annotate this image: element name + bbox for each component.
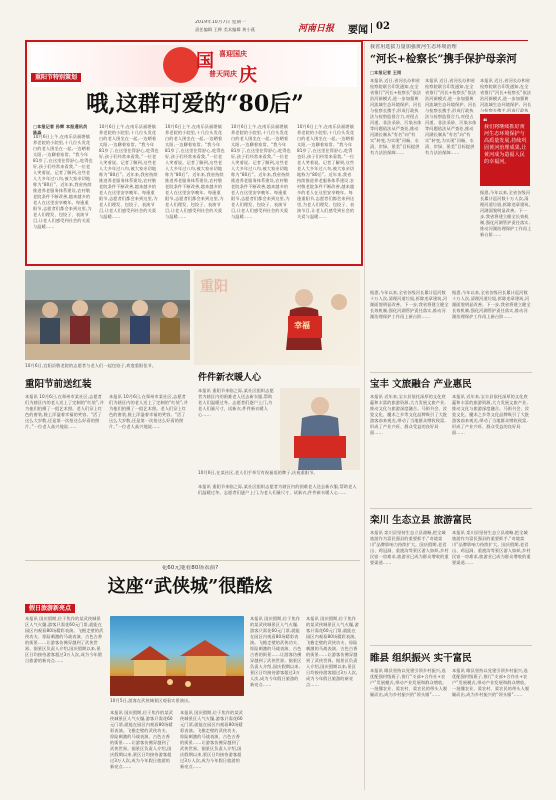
right-body-lower-col-2: 据悉,今年以来,全省各级河长累计巡河数十万人次,清理河道垃圾,拆除违章建筑,河湖面貌明显改善。下一步,我省将建立健全长效机制,强化河湖管护责任落实,推动河湖治理保护工作再上新台阶……	[452, 290, 531, 319]
quote-icon: ❝	[483, 117, 488, 126]
suixian-body-col-1: 本报讯 睢县坚持以党建引领乡村振兴,选优配强村级班子,推行“支部+合作社+农户”发展模式,带动产业发展和群众增收。一批懂农业、爱农村、爱农民的带头人脱颖而出,成为乡村振兴的“领头雁”……	[370, 668, 448, 697]
masthead-logo: 河南日报	[298, 24, 335, 34]
main-byline: □本报记者 孙辉 本报通讯员 陈淼	[33, 124, 88, 135]
masthead-date: 2019年10月7日 星期一	[195, 20, 246, 25]
right-quote-box	[480, 114, 530, 186]
wuxia-body-col-1: 本报讯 国庆假期,位于焦作的某武侠城景区人气火爆,游客只需花60元门票,就能在园区内观看80场精彩表演。飞檐走壁的武侠功夫、惊险刺激的马战表演、古色古香的街景……让游客仿佛穿越到了武侠世界。据景区负责人介绍,国庆假期以来,景区日均接待游客超过3万人次,成为今年假日旅游的新亮点……	[25, 616, 104, 663]
new-clothes-body-col-2: 本报讯 重阳节来临之际,某社区组织志愿者为辖区内的困难老人送去新衣服,帮助老人们温暖过冬。志愿者们逐户上门,为老人们量尺寸、试新衣,件件新衣暖人心……	[198, 484, 357, 495]
mid-divider	[25, 560, 360, 561]
chongyang-label: 重阳	[200, 279, 228, 295]
right-body-col-1: 本报讯 近日,省河长办和省检察院联合印发通知,在全省推行“河长+检察长”依法治河新模式,进一步加强黄河流域生态环境保护。河长与检察长携手,形成行政执法与检察监督合力,对侵占河道、非法采砂、污染水体等问题依法从严查处,推动河湖长制从“有名”向“有实”转变,为实现“河畅、水清、岸绿、景美”目标提供有力法治保障……	[370, 78, 422, 155]
baofeng-body-col-1: 本报讯 近年来,宝丰县依托深厚的文化底蕴和丰富的旅游资源,大力发展文旅产业,推动文化与旅游深度融合。马街书会、汝瓷文化、魔术之乡等文化品牌吸引了大批游客前来观光,带动了当地群众增收致富,形成了产业兴旺、群众受益的良好局面……	[370, 394, 448, 435]
wuxia-headline: 这座“武侠城”很酷炫	[107, 576, 273, 597]
left-mid-body-col-2: 本报讯 10月6日,在郑州市某社区,志愿者们为辖区内的老人送上了定制的“红装”,并为他们拍摄了一组艺术照。老人们穿上红色的唐装,脸上洋溢着幸福的笑容。“活了这么大岁数,还是第一次拍这么好看的照片。”一位老人高兴地说……	[109, 394, 188, 429]
banner-circle	[163, 47, 199, 83]
right-body-lower-col-1: 据悉,今年以来,全省各级河长累计巡河数十万人次,清理河道垃圾,拆除违章建筑,河湖面貌明显改善。下一步,我省将建立健全长效机制,强化河湖管护责任落实,推动河湖治理保护工作再上新台阶……	[370, 290, 449, 319]
main-headline: 哦,这群可爱的“80后”	[86, 91, 304, 117]
banner-char-2: 庆	[239, 65, 257, 86]
right-body-col-3a: 本报讯 近日,省河长办和省检察院联合印发通知,在全省推行“河长+检察长”依法治河新模式,进一步加强黄河流域生态环境保护。河长与检察长携手,形成行政执	[480, 78, 532, 112]
luanchuan-body-col-2: 本报讯 栾川县坚持生态立县战略,把全域旅游作为富民强县的重要抓手,“奇境栾川”品牌影响力持续扩大。国庆假期,老君山、鸡冠洞、重渡沟等景区游人如织,乡村民宿一房难求,旅游业已成为群众增收的重要渠道……	[452, 530, 531, 565]
right-body-col-3b: 据悉,今年以来,全省各级河长累计巡河数十万人次,清理河道垃圾,拆除违章建筑,河湖面貌明显改善。下一步,我省将建立健全长效机制,强化河湖管护责任落实,推动河湖治理保护工作再上新台阶……	[480, 190, 532, 237]
main-body-col-1: 10月6日上午,在南乐县福堪镇养老院的小院里,十几位头发花白的老人围坐在一起,一边晒着太阳,一边聊着家常。“我今年81岁了,在这里住得舒心,吃得也好,孩子们经常来看我。”一位老人笑着说。记者了解到,这些老人大多年过八旬,被大家亲切地称为“80后”。近年来,我省持续推进养老服务体系建设,农村敬老院条件不断改善,越来越多的老人在这里安享晚年。每逢重阳节,志愿者们都会来到这里,为老人们理发、包饺子、表演节目,让老人们感受到社会的关爱与温暖……	[33, 134, 93, 229]
new-clothes-caption: 10月6日,在某社区,老人们手举写有祝福语的牌子,庆祝重阳节。	[198, 470, 318, 475]
baofeng-body-col-2: 本报讯 近年来,宝丰县依托深厚的文化底蕴和丰富的旅游资源,大力发展文旅产业,推动文化与旅游深度融合。马街书会、汝瓷文化、魔术之乡等文化品牌吸引了大批游客前来观光,带动了当地群众增收致富,形成了产业兴旺、群众受益的良好局面……	[452, 394, 530, 435]
section-name: 要闻	[348, 25, 368, 36]
main-body-col-2: 10月6日上午,在南乐县福堪镇养老院的小院里,十几位头发花白的老人围坐在一起,一边晒着太阳,一边聊着家常。“我今年81岁了,在这里住得舒心,吃得也好,孩子们经常来看我。”一位老人笑着说。记者了解到,这些老人大多年过八旬,被大家亲切地称为“80后”。近年来,我省持续推进养老服务体系建设,农村敬老院条件不断改善,越来越多的老人在这里安享晚年。每逢重阳节,志愿者们都会来到这里,为老人们理发、包饺子、表演节目,让老人们感受到社会的关爱与温暖……	[99, 124, 159, 219]
elderly-photo	[25, 270, 190, 360]
wuxia-caption: 10月5日,游客在武侠城景区观看实景演出。	[110, 698, 193, 703]
right-body-col-2: 本报讯 近日,省河长办和省检察院联合印发通知,在全省推行“河长+检察长”依法治河新模式,进一步加强黄河流域生态环境保护。河长与检察长携手,形成行政执法与检察监督合力,对侵占河道、非法采砂、污染水体等问题依法从严查处,推动河湖长制从“有名”向“有实”转变,为实现“河畅、水清、岸绿、景美”目标提供有力法治保障……	[425, 78, 477, 155]
luanchuan-body-col-1: 本报讯 栾川县坚持生态立县战略,把全域旅游作为富民强县的重要抓手,“奇境栾川”品牌影响力持续扩大。国庆假期,老君山、鸡冠洞、重渡沟等景区游人如织,乡村民宿一房难求,旅游业已成为群众增收的重要渠道……	[370, 530, 449, 565]
main-story-frame	[25, 40, 363, 266]
right-divider-2	[370, 508, 532, 509]
right-kicker: 我省用选拔力量加强黄河生态环境治理	[370, 44, 457, 50]
wuxia-body-col-3: 本报讯 国庆假期,位于焦作的某武侠城景区人气火爆,游客只需花60元门票,就能在园区内观看80场精彩表演。飞檐走壁的武侠功夫、惊险刺激的马战表演、古色古香的街景……让游客仿佛穿越到了武侠世界。据景区负责人介绍,国庆假期以来,景区日均接待游客超过3万人次,成为今年假日旅游的新亮点……	[180, 710, 243, 769]
red-sign-text: 幸福	[294, 320, 310, 330]
right-divider-1	[370, 372, 532, 373]
page-number: 02	[376, 21, 390, 32]
column-rule	[364, 42, 365, 790]
red-sign-photo	[194, 270, 360, 365]
banner-slogan-1: 喜迎国庆	[219, 49, 247, 58]
left-mid-body-col-1: 本报讯 10月6日,在郑州市某社区,志愿者们为辖区内的老人送上了定制的“红装”,并为他们拍摄了一组艺术照。老人们穿上红色的唐装,脸上洋溢着幸福的笑容。“活了这么大岁数,还是第一次拍这么好看的照片。”一位老人高兴地说……	[25, 394, 104, 429]
right-headline: “河长+检察长”携手保护母亲河	[370, 53, 517, 65]
elderly-photo-caption: 10月6日,宜阳县敬老院的志愿者与老人们一起包饺子,欢度重阳佳节。	[25, 363, 157, 368]
right-byline: □本报记者 王雨	[370, 70, 402, 75]
wuxia-body-col-2: 本报讯 国庆假期,位于焦作的某武侠城景区人气火爆,游客只需花60元门票,就能在园区内观看80场精彩表演。飞檐走壁的武侠功夫、惊险刺激的马战表演、古色古香的街景……让游客仿佛穿越到了武侠世界。据景区负责人介绍,国庆假期以来,景区日均接待游客超过3万人次,成为今年假日旅游的新亮点……	[110, 710, 173, 769]
wuxia-kicker: 花60元能看80场表演?	[161, 565, 219, 571]
new-clothes-headline: 件件新衣暖人心	[198, 373, 262, 383]
right-quote: 我们将继续抓好黄河生态环境保护与高质量发展,持续巩固黄河治理成果,让黄河成为造福人民的幸福河。	[484, 124, 527, 165]
main-body-col-3: 10月6日上午,在南乐县福堪镇养老院的小院里,十几位头发花白的老人围坐在一起,一边晒着太阳,一边聊着家常。“我今年81岁了,在这里住得舒心,吃得也好,孩子们经常来看我。”一位老人笑着说。记者了解到,这些老人大多年过八旬,被大家亲切地称为“80后”。近年来,我省持续推进养老服务体系建设,农村敬老院条件不断改善,越来越多的老人在这里安享晚年。每逢重阳节,志愿者们都会来到这里,为老人们理发、包饺子、表演节目,让老人们感受到社会的关爱与温暖……	[165, 124, 225, 219]
banner-char-1: 国	[196, 51, 214, 72]
baofeng-headline: 宝丰 文旅融合 产业惠民	[370, 379, 472, 390]
suixian-body-col-2: 本报讯 睢县坚持以党建引领乡村振兴,选优配强村级班子,推行“支部+合作社+农户”发展模式,带动产业发展和群众增收。一批懂农业、爱农村、爱农民的带头人脱颖而出,成为乡村振兴的“领头雁”……	[452, 668, 530, 697]
left-mid-headline: 重阳节前送红装	[25, 379, 92, 390]
elderly-photo-art	[25, 270, 190, 360]
new-clothes-body-col-1: 本报讯 重阳节来临之际,某社区组织志愿者为辖区内的困难老人送去新衣服,帮助老人们温暖过冬。志愿者们逐户上门,为老人们量尺寸、试新衣,件件新衣暖人心……	[198, 388, 274, 417]
woman-sign-photo-art	[280, 388, 360, 470]
suixian-headline: 睢县 组织振兴 实干富民	[370, 653, 472, 664]
main-body-col-4: 10月6日上午,在南乐县福堪镇养老院的小院里,十几位头发花白的老人围坐在一起,一边晒着太阳,一边聊着家常。“我今年81岁了,在这里住得舒心,吃得也好,孩子们经常来看我。”一位老人笑着说。记者了解到,这些老人大多年过八旬,被大家亲切地称为“80后”。近年来,我省持续推进养老服务体系建设,农村敬老院条件不断改善,越来越多的老人在这里安享晚年。每逢重阳节,志愿者们都会来到这里,为老人们理发、包饺子、表演节目,让老人们感受到社会的关爱与温暖……	[231, 124, 291, 219]
masthead-sub: 责任编辑 王桦 美术编辑 黄小燕	[195, 27, 256, 32]
woman-sign-photo	[280, 388, 360, 470]
wuxia-photo-art	[110, 616, 244, 696]
masthead	[30, 18, 528, 41]
luanchuan-headline: 栾川 生态立县 旅游富民	[370, 515, 472, 526]
right-divider-3	[370, 645, 532, 646]
wuxia-body-col-4: 本报讯 国庆假期,位于焦作的某武侠城景区人气火爆,游客只需花60元门票,就能在园区内观看80场精彩表演。飞檐走壁的武侠功夫、惊险刺激的马战表演、古色古香的街景……让游客仿佛穿越到了武侠世界。据景区负责人介绍,国庆假期以来,景区日均接待游客超过3万人次,成为今年假日旅游的新亮点……	[250, 616, 302, 687]
wuxia-photo	[110, 616, 244, 696]
section-divider	[371, 23, 372, 33]
banner-slogan-2: 普天同庆	[209, 69, 237, 78]
wuxia-tag: 假日旅游新亮点	[25, 604, 75, 613]
wuxia-body-col-5: 本报讯 国庆假期,位于焦作的某武侠城景区人气火爆,游客只需花60元门票,就能在园区内观看80场精彩表演。飞檐走壁的武侠功夫、惊险刺激的马战表演、古色古香的街景……让游客仿佛穿越到了武侠世界。据景区负责人介绍,国庆假期以来,景区日均接待游客超过3万人次,成为今年假日旅游的新亮点……	[306, 616, 359, 687]
feature-tag: 重阳节特别策划	[31, 73, 81, 82]
main-body-col-5: 10月6日上午,在南乐县福堪镇养老院的小院里,十几位头发花白的老人围坐在一起,一边晒着太阳,一边聊着家常。“我今年81岁了,在这里住得舒心,吃得也好,孩子们经常来看我。”一位老人笑着说。记者了解到,这些老人大多年过八旬,被大家亲切地称为“80后”。近年来,我省持续推进养老服务体系建设,农村敬老院条件不断改善,越来越多的老人在这里安享晚年。每逢重阳节,志愿者们都会来到这里,为老人们理发、包饺子、表演节目,让老人们感受到社会的关爱与温暖……	[297, 124, 355, 219]
